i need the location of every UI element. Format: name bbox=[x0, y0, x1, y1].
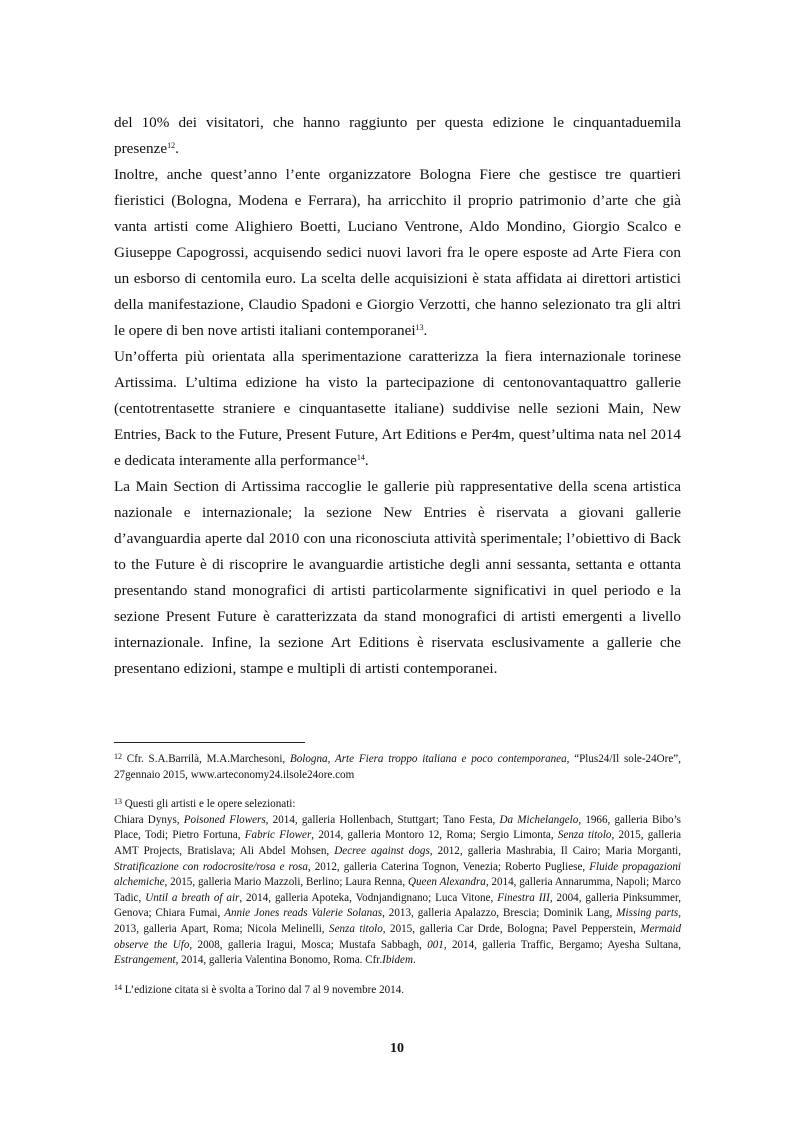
footnote-ref-13[interactable]: 13 bbox=[415, 323, 424, 332]
footnote-text: . bbox=[412, 954, 416, 967]
artwork-title: Fluide propagazioni alchemiche bbox=[114, 860, 681, 889]
footnote-number: 14 bbox=[114, 982, 122, 992]
footnote-text: , 2014, galleria Traffic, Bergamo; Ayesha Sultana, bbox=[443, 938, 681, 951]
footnote-text: , 2014, galleria Hollenbach, Stuttgart; Tano Festa, bbox=[265, 813, 500, 826]
footnote-14: $^{14}$ L’edizione citata si è svolta a Torino dal 7 al 9 novembre 2014. bbox=[114, 982, 405, 996]
page-number: 10 bbox=[390, 1041, 404, 1056]
footnote-ref-12[interactable]: 12 bbox=[167, 141, 176, 150]
footnote-number: 12 bbox=[114, 752, 122, 761]
footnote-text: , 1966, galleria Bibo’s Place, Todi; Pietro Fortuna, bbox=[114, 813, 681, 842]
footnote-text: , 2015, galleria AMT Projects, Bratislava; Ali Abdel Mohsen, bbox=[114, 829, 682, 857]
footnotes bbox=[114, 752, 681, 998]
footnote-13-intro: $^{13}$ Questi gli artisti e le opere selezionati: bbox=[114, 797, 296, 811]
footnote-text: , 2014, galleria Montoro 12, Roma; Sergio Limonta, bbox=[311, 829, 558, 842]
footnote-text: , 2008, galleria Iragui, Mosca; Mustafa Sabbagh, bbox=[189, 938, 428, 951]
footnote-text: , 2013, galleria Apart, Roma; Nicola Melinelli, bbox=[114, 907, 681, 935]
footnote-title: Bologna, Arte Fiera troppo italiana e poco contemporanea bbox=[289, 753, 567, 765]
artwork-title: Until a breath of air bbox=[145, 891, 240, 904]
footnote-text: , 2014, galleria Apoteka, Vodnjandignano; Luca Vitone, bbox=[239, 891, 498, 904]
artwork-title: Poisoned Flowers bbox=[183, 813, 266, 826]
footnote-separator bbox=[114, 742, 305, 743]
paragraph-2: Inoltre, anche quest’anno l’ente organizzatore Bologna Fiere che gestisce tre quartieri fieristici (Bologna, Modena e Ferrara), ha arricchito il proprio patrimonio d’arte che già vanta artisti come Alighiero Boetti, Luciano Ventrone, Aldo Mondino, Giorgio Scalco e Giuseppe Capogrossi, acquisendo sedici nuovi lavori fra le opere esposte ad Arte Fiera con un esborso di centomila euro. La scelta delle acquisizioni è stata affidata ai direttori artistici della manifestazione, Claudio Spadoni e Giorgio Verzotti, che hanno selezionato tra gli altri le opere di ben nove artisti italiani contemporanei$^{13}$. bbox=[114, 166, 681, 339]
artwork-title: 001 bbox=[427, 938, 444, 951]
footnote-text: , 2004, galleria Pinksummer, Genova; Chiara Fumai, bbox=[114, 891, 682, 920]
footnote-ref-14[interactable]: 14 bbox=[356, 453, 365, 462]
footnote-text: , 2012, galleria Mashrabia, Il Cairo; Maria Morganti, bbox=[429, 844, 682, 857]
artwork-title: Decree against dogs bbox=[334, 844, 430, 857]
footnote-text: , 2015, galleria Car Drde, Bologna; Pavel Pepperstein, bbox=[382, 922, 641, 935]
artwork-title: Fabric Flower bbox=[244, 829, 312, 842]
artwork-title: Missing parts bbox=[616, 907, 679, 920]
artwork-title: Senza titolo bbox=[557, 829, 612, 842]
footnote-text: , 2012, galleria Caterina Tognon, Venezia; Roberto Pugliese, bbox=[307, 860, 590, 873]
body-text bbox=[114, 110, 681, 682]
artwork-title: Stratificazione con rodocrosite/rosa e rosa bbox=[114, 860, 308, 873]
paragraph-1: del 10% dei visitatori, che hanno raggiunto per questa edizione le cinquantaduemila presenze$^{12}$. bbox=[114, 114, 681, 157]
paragraph-3: Un’offerta più orientata alla sperimentazione caratterizza la fiera internazionale torinese Artissima. L’ultima edizione ha visto la partecipazione di centonovantaquattro gallerie (centotrentasette straniere e cinquantasette italiane) suddivise nelle sezioni Main, New Entries, Back to the Future, Present Future, Art Editions e Per4m, quest’ultima nata nel 2014 e dedicata interamente alla performance$^{14}$. bbox=[114, 348, 681, 469]
artwork-title: Da Michelangelo bbox=[499, 813, 579, 826]
artwork-title: Annie Jones reads Valerie Solanas bbox=[224, 907, 383, 920]
footnote-number: 13 bbox=[114, 797, 122, 807]
footnote-text: , 2014, galleria Valentina Bonomo, Roma. Cfr. bbox=[175, 954, 383, 967]
artwork-title: Estrangement bbox=[114, 954, 176, 967]
artwork-title: Mermaid observe the Ufo bbox=[114, 922, 681, 951]
footnote-12: $^{12}$ Cfr. S.A.Barrilà, M.A.Marchesoni, Bologna, Arte Fiera troppo italiana e poco contemporanea, “Plus24/Il sole-24Ore”, 27gennaio 2015, www.arteconomy24.ilsole24ore.com bbox=[114, 752, 681, 781]
footnote-text: , 2014, galleria Annarumma, Napoli; Marco Tadic, bbox=[114, 876, 681, 904]
footnote-text: , 2015, galleria Mario Mazzoli, Berlino; Laura Renna, bbox=[164, 876, 408, 889]
artwork-title: Ibidem bbox=[382, 954, 413, 967]
artwork-title: Senza titolo bbox=[329, 922, 383, 935]
artwork-title: Queen Alexandra bbox=[407, 876, 486, 889]
paragraph-4: La Main Section di Artissima raccoglie le gallerie più rappresentative della scena artistica nazionale e internazionale; la sezione New Entries è riservata a giovani gallerie d’avanguardia aperte dal 2010 con una riconosciuta attività sperimentale; l’obiettivo di Back to the Future è di riscoprire le avanguardie artistiche degli anni sessanta, settanta e ottanta presentando stand monografici di artisti particolarmente significativi in quel periodo e la sezione Present Future è caratterizzata da stand monografici di artisti emergenti a livello internazionale. Infine, la sezione Art Editions è riservata esclusivamente a gallerie che presentano edizioni, stampe e multipli di artisti contemporanei. bbox=[114, 478, 681, 677]
footnote-text: , 2013, galleria Apalazzo, Brescia; Dominik Lang, bbox=[382, 907, 617, 920]
artwork-title: Finestra III bbox=[497, 891, 550, 904]
footnote-text: Chiara Dynys, bbox=[114, 813, 184, 826]
footnote-13-body bbox=[114, 813, 681, 969]
